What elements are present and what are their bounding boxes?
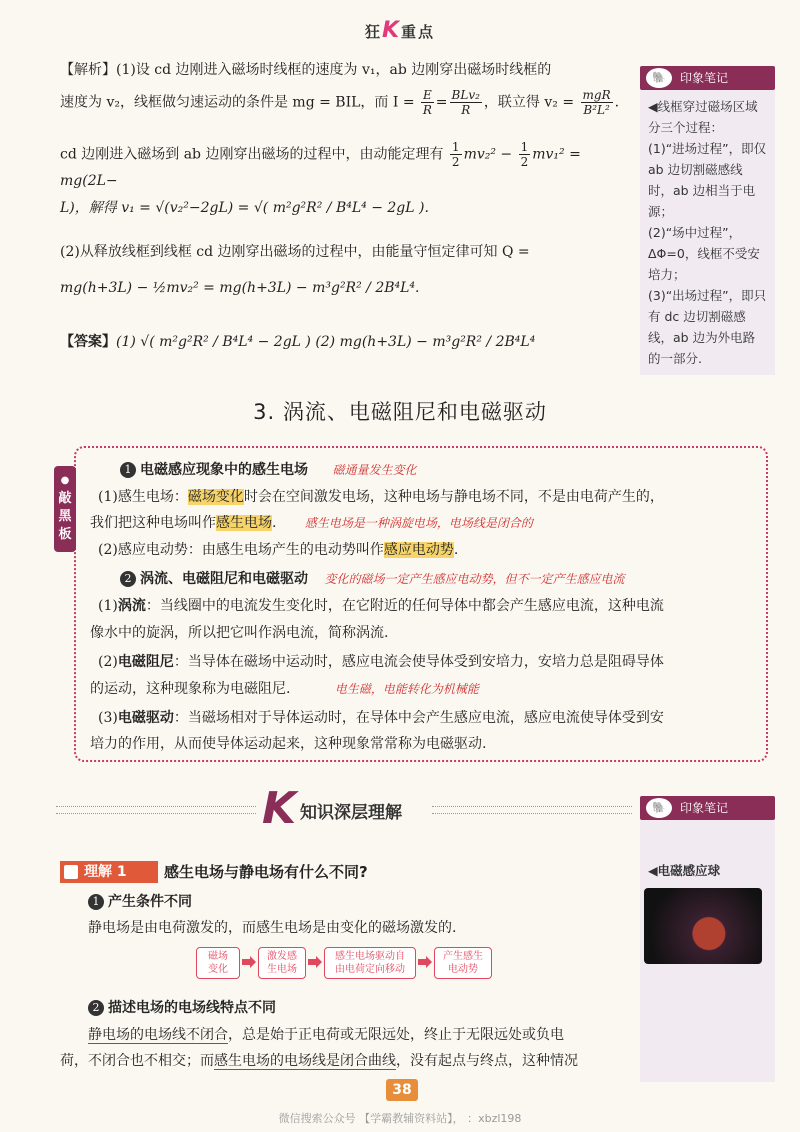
arrow-icon: [418, 956, 432, 968]
analysis-line-3: cd 边刚进入磁场到 ab 边刚穿出磁场的过程中，由动能定理有 $\frac{1}{2}$ mv₂² − $\frac{1}{2}$ mv₁² = mg(2L−: [60, 140, 581, 189]
bulb-icon: ●: [60, 475, 70, 486]
board-eddy-2: 像水中的旋涡，所以把它叫作涡电流，简称涡流.: [90, 625, 389, 641]
arrow-icon: [242, 956, 256, 968]
flow-step-1: 磁场 变化: [196, 947, 240, 979]
footer-watermark: 微信搜索公众号 【学霸教辅资料站】， ：xbzl198: [278, 1112, 522, 1125]
analysis-line-5: (2)从释放线框到线框 cd 边刚穿出磁场的过程中，由能量守恒定律可知 Q =: [60, 244, 530, 260]
subheading-2: 2 描述电场的电场线特点不同: [88, 996, 663, 1020]
elephant-icon: 🐘: [646, 798, 672, 818]
k-logo-icon: K: [381, 18, 402, 43]
fraction-mgr-b2l2: $\frac{\text{mgR}}{\text{B²L²}}$: [582, 88, 611, 117]
board-heading-1: 1 电磁感应现象中的感生电场 磁通量发生变化: [120, 458, 760, 482]
arrow-icon: [308, 956, 322, 968]
divider-left: [56, 806, 256, 814]
board-drive-1: (3)电磁驱动：当磁场相对于导体运动时，在导体中会产生感应电流，感应电流使导体受到安: [98, 710, 664, 726]
analysis-line-6: mg(h+3L) − ½mv₂² = mg(h+3L) − m³g²R² / 2B⁴L⁴.: [60, 280, 420, 296]
header-left: 狂: [364, 23, 382, 41]
fraction-blv-r: $\frac{\text{BLv₂}}{R}$: [451, 88, 480, 117]
flow-step-4: 产生感生 电动势: [434, 947, 492, 979]
side-note-1: [640, 66, 775, 375]
answer-line: 【答案】(1) √( m²g²R² / B⁴L⁴ − 2gL ) (2) mg(h+3L) − m³g²R² / 2B⁴L⁴: [60, 334, 536, 350]
subheading-1-text: 静电场是由电荷激发的，而感生电场是由变化的磁场激发的.: [88, 920, 457, 936]
note-body: ◀线框穿过磁场区域分三个过程： (1)“进场过程”，即仅 ab 边切割磁感线时，ab 边相当于电源； (2)“场中过程”，ΔΦ=0，线框不受安培力； (3)“出场过程”，即只有 dc 边切割磁感线，ab 边为外电路的一部分.: [640, 90, 775, 375]
note-body-2: ◀电磁感应球: [640, 820, 775, 1082]
subheading-1: 1 产生条件不同: [88, 890, 663, 914]
flow-step-3: 感生电场驱动自 由电荷定向移动: [324, 947, 416, 979]
board-line-1: (1)感生电场：磁场变化时会在空间激发电场，这种电场与静电场不同，不是由电荷产生的，: [98, 489, 664, 505]
board-line-2: 我们把这种电场叫作感生电场. 感生电场是一种涡旋电场，电场线是闭合的: [90, 515, 533, 531]
board-damping-2: 的运动，这种现象称为电磁阻尼. 电生磁，电能转化为机械能: [90, 681, 479, 697]
understanding-tab: 理解 1: [60, 861, 158, 883]
k-logo-icon-large: K: [262, 783, 297, 834]
board-tab: ● 敲黑板: [54, 466, 76, 552]
board-drive-2: 培力的作用，从而使导体运动起来，这种现象常常称为电磁驱动.: [90, 736, 487, 752]
analysis-line-1: 【解析】(1)设 cd 边刚进入磁场时线框的速度为 v₁，ab 边刚穿出磁场时线框的: [60, 62, 552, 78]
elephant-icon: 🐘: [646, 68, 672, 88]
analysis-line-2: 速度为 v₂，线框做匀速运动的条件是 mg = BIL，而 I = $\frac{E}{R}$ = $\frac{\text{BLv₂}}{R}$ ，联立得 v₂ = $\frac{\text{mgR}}{\text{B²L²}}$ .: [60, 88, 620, 117]
fraction-e-r: $\frac{E}{R}$: [422, 88, 432, 117]
board-heading-2: 2 涡流、电磁阻尼和电磁驱动 变化的磁场一定产生感应电动势，但不一定产生感应电流: [120, 567, 760, 591]
page-number: 38: [386, 1079, 418, 1101]
board-line-3: (2)感应电动势：由感生电场产生的电动势叫作感应电动势.: [98, 542, 459, 558]
note-header-2: 🐘 印象笔记: [640, 796, 775, 820]
subheading-2-line-2: 荷，不闭合也不相交；而感生电场的电场线是闭合曲线，没有起点与终点，这种情况: [60, 1053, 578, 1069]
note-header: 🐘 印象笔记: [640, 66, 775, 90]
divider-right: [432, 806, 632, 814]
analysis-line-4: L)，解得 v₁ = √(v₂²−2gL) = √( m²g²R² / B⁴L⁴ − 2gL ).: [60, 200, 429, 216]
knowledge-title: 知识深层理解: [300, 803, 402, 823]
board-damping-1: (2)电磁阻尼：当导体在磁场中运动时，感应电流会使导体受到安培力，安培力总是阻碍导体: [98, 654, 664, 670]
page-header: [0, 18, 800, 43]
flow-step-2: 激发感 生电场: [258, 947, 306, 979]
board-eddy-1: (1)涡流：当线圈中的电流发生变化时，在它附近的任何导体中都会产生感应电流，这种电流: [98, 598, 664, 614]
understanding-question: 感生电场与静电场有什么不同?: [164, 863, 368, 881]
section-title: 3. 涡流、电磁阻尼和电磁驱动: [253, 400, 547, 424]
subheading-2-line-1: 静电场的电场线不闭合，总是始于正电荷或无限远处，终止于无限远处或负电: [88, 1027, 564, 1043]
header-right: 重点: [401, 23, 436, 41]
